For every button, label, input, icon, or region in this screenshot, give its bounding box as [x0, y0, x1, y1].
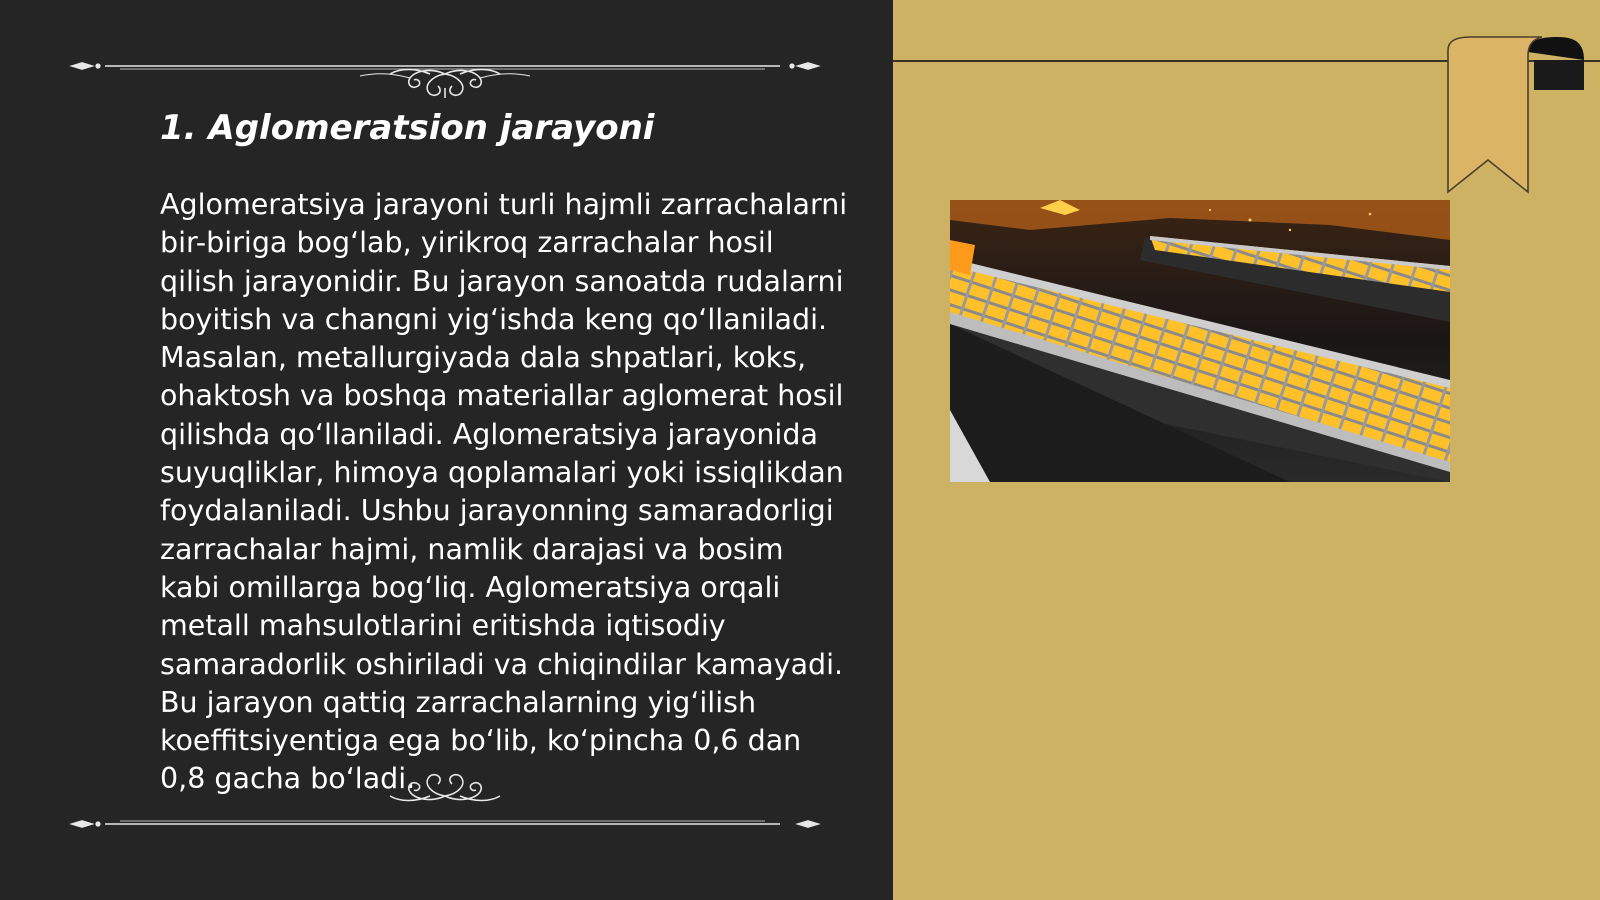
ornamental-divider-top-icon	[60, 38, 830, 98]
slide-body-text: Aglomeratsiya jarayoni turli hajmli zarrachalarni bir-biriga bogʻlab, yirikroq zarrachalar hosil qilish jarayonidir. Bu jarayon sanoatda rudalarni boyitish va changni yigʻishda keng qoʻllaniladi. Masalan, metallurgiyada dala shpatlari, koks, ohaktosh va boshqa materiallar aglomerat hosil qilishda qoʻllaniladi. Aglomeratsiya jarayonida suyuqliklar, himoya qoplamalari yoki issiqlikdan foydalaniladi. Ushbu jarayonning samaradorligi zarrachalar hajmi, namlik darajasi va bosim kabi omillarga bogʻliq. Aglomeratsiya orqali metall mahsulotlarini eritishda iqtisodiy samaradorlik oshiriladi va chiqindilar kamayadi. Bu jarayon qattiq zarrachalarning yigʻilish koeffitsiyentiga ega boʻlib, koʻpincha 0,6 dan 0,8 gacha boʻladi.	[160, 188, 848, 796]
ornamental-divider-bottom-icon	[60, 772, 830, 832]
slide-title: 1. Aglomeratsion jarayoni	[160, 108, 655, 148]
sinter-machine-photo	[950, 200, 1450, 482]
bookmark-ribbon-icon	[1430, 30, 1600, 202]
